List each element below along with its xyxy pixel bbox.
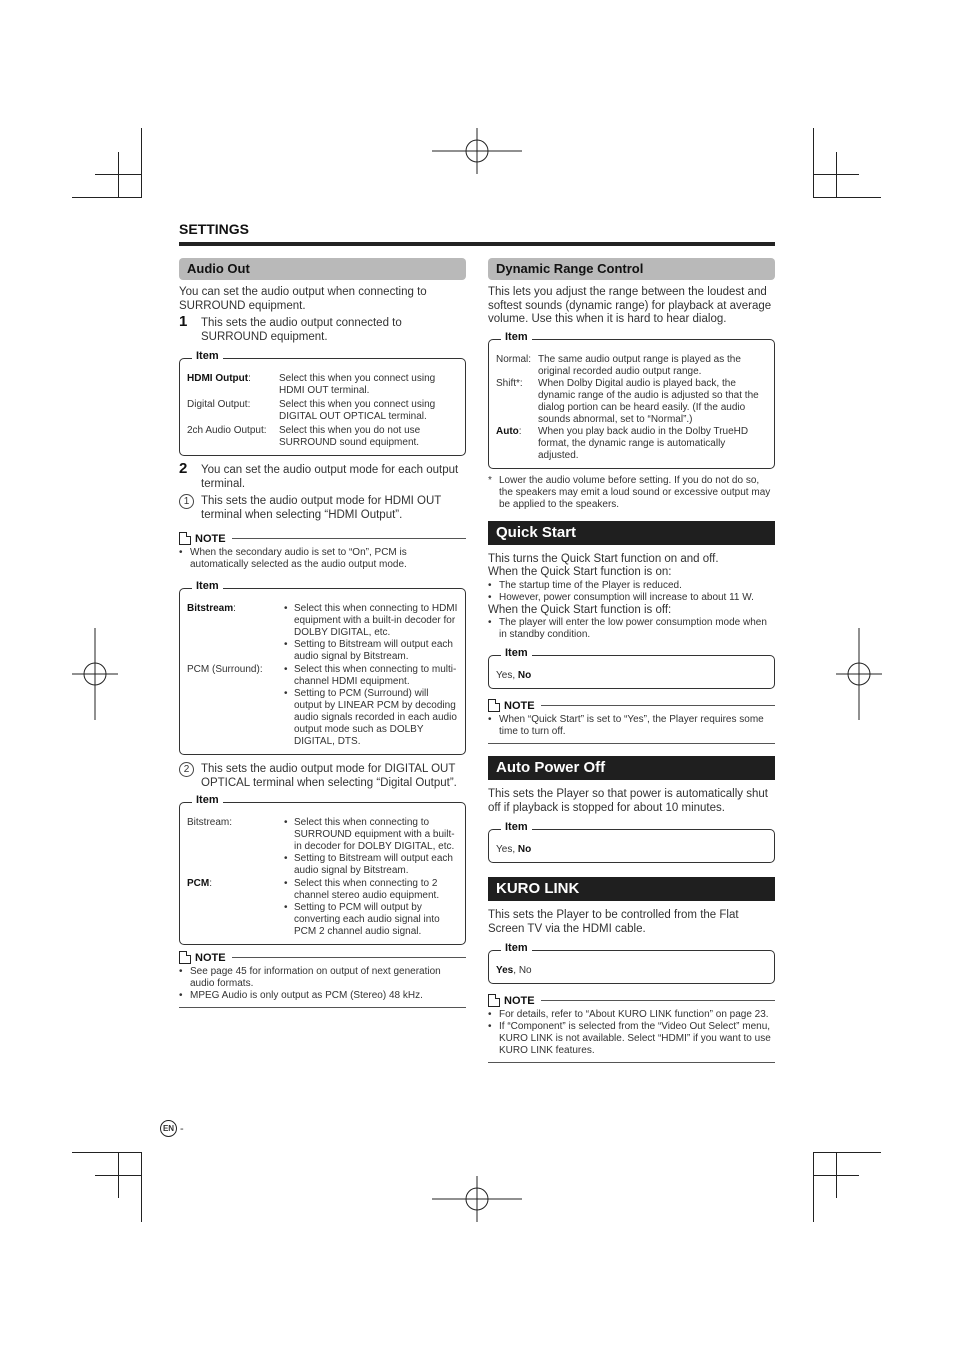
crop-mark xyxy=(95,174,142,175)
crop-mark xyxy=(836,152,837,198)
crop-mark xyxy=(118,152,119,198)
kuro-link-item-box xyxy=(488,942,775,984)
item-value: When you play back audio in the Dolby TrueHD format, the dynamic range is automatically adjusted. xyxy=(538,425,749,461)
item-key: HDMI Output xyxy=(187,373,249,384)
item-label: Item xyxy=(501,647,532,659)
substep-text: This sets the audio output mode for HDMI OUT terminal when selecting “HDMI Output”. xyxy=(201,495,442,521)
crop-mark xyxy=(813,128,814,198)
option-no: No xyxy=(517,844,532,855)
item-key: Bitstream xyxy=(187,603,234,614)
right-column xyxy=(488,258,775,1063)
item-bullet: • Setting to PCM will output by converting each audio signal into PCM 2 channel audio signal. xyxy=(284,902,440,937)
substep-text: This sets the audio output mode for DIGITAL OUT OPTICAL terminal when selecting “Digital Output”. xyxy=(201,763,457,789)
item-bullet: • Select this when connecting to HDMI equipment with a built-in decoder for DOLBY DIGITAL, etc. xyxy=(284,603,458,638)
registration-mark xyxy=(836,628,882,720)
item-bullet: • Select this when connecting to 2 channel stereo audio equipment. xyxy=(284,878,440,901)
auto-power-off-heading: Auto Power Off xyxy=(488,756,775,780)
page-dash: - xyxy=(180,1122,184,1135)
item-value: Select this when you connect using DIGITAL OUT OPTICAL terminal. xyxy=(279,399,436,422)
section-title: SETTINGS xyxy=(179,221,250,237)
crop-mark xyxy=(813,1152,881,1153)
item-row: Bitstream: • Select this when connecting to SURROUND equipment with a built-in decoder for DOLBY DIGITAL, etc. • Setting to Bitstream will output each audio signal by Bitstream. xyxy=(187,817,458,877)
kuro-link-heading: KURO LINK xyxy=(488,877,775,901)
substep-1 xyxy=(179,495,466,522)
note-icon xyxy=(488,699,500,712)
circled-number: 2 xyxy=(179,762,194,777)
note-icon xyxy=(179,532,191,545)
quick-start-off-item: • The player will enter the low power consumption mode when in standby condition. xyxy=(488,617,767,640)
drc-item-box xyxy=(488,330,775,469)
item-value: The same audio output range is played as the original recorded audio output range. xyxy=(538,353,741,377)
substep-2 xyxy=(179,763,466,790)
item-key: 2ch Audio Output xyxy=(187,425,264,436)
note-item: • If “Component” is selected from the “Video Out Select” menu, KURO LINK is not available. Select “HDMI” if you want to use KURO LINK features. xyxy=(488,1021,771,1056)
item-label: Item xyxy=(192,350,223,362)
item-key: PCM xyxy=(187,878,210,889)
language-badge: EN xyxy=(160,1120,177,1137)
note-icon xyxy=(488,994,500,1007)
crop-mark xyxy=(141,1152,142,1222)
item-value: When Dolby Digital audio is played back, the dynamic range of the audio is adjusted so that the dialog portion can be heard easily. (If the audio sounds abnormal, set to “Normal”.) xyxy=(538,377,759,425)
left-column xyxy=(179,258,466,1008)
option-yes: Yes xyxy=(496,670,513,681)
item-row: 2ch Audio Output: Select this when you do not use SURROUND sound equipment. xyxy=(187,425,458,449)
note-item: • For details, refer to “About KURO LINK function” on page 23. xyxy=(488,1009,769,1020)
kuro-link-intro: This sets the Player to be controlled from the Flat Screen TV via the HDMI cable. xyxy=(488,909,739,935)
registration-mark xyxy=(72,628,118,720)
item-label: Item xyxy=(501,331,532,343)
item-row: Bitstream: • Select this when connecting to HDMI equipment with a built-in decoder for DOLBY DIGITAL, etc. • Setting to Bitstream will output each audio signal by Bitstream. xyxy=(187,603,458,662)
step-number: 2 xyxy=(179,460,188,477)
crop-mark xyxy=(813,174,859,175)
registration-mark xyxy=(432,128,522,174)
page-number-mark xyxy=(160,1120,184,1137)
item-bullet: • Setting to Bitstream will output each audio signal by Bitstream. xyxy=(284,639,453,662)
crop-mark xyxy=(95,1175,142,1176)
note-item: • MPEG Audio is only output as PCM (Stereo) 48 kHz. xyxy=(179,990,423,1001)
option-no: No xyxy=(518,965,532,976)
crop-mark xyxy=(72,197,142,198)
item-label: Item xyxy=(192,580,223,592)
note-item: • When “Quick Start” is set to “Yes”, the Player requires some time to turn off. xyxy=(488,714,764,737)
quick-start-on-label: When the Quick Start function is on: xyxy=(488,566,672,578)
note-2 xyxy=(179,951,466,1008)
drc-footnote: * Lower the audio volume before setting. If you do not do so, the speakers may emit a loud sound or excessive output may be applied to the speakers. xyxy=(488,474,771,510)
item-label: Item xyxy=(501,942,532,954)
item-bullet: • Select this when connecting to SURROUND equipment with a built-in decoder for DOLBY DIGITAL, etc. xyxy=(284,817,455,852)
item-row: Normal: The same audio output range is played as the original recorded audio output range. xyxy=(496,354,767,378)
step-1 xyxy=(179,313,466,344)
auto-power-off-intro: This sets the Player so that power is automatically shut off if playback is stopped for about 10 minutes. xyxy=(488,788,768,814)
quick-start-note xyxy=(488,699,775,744)
registration-mark xyxy=(432,1176,522,1222)
crop-mark xyxy=(813,197,881,198)
crop-mark xyxy=(141,128,142,198)
drc-heading: Dynamic Range Control xyxy=(488,258,775,280)
circled-number: 1 xyxy=(179,494,194,509)
item-key: Shift* xyxy=(496,377,520,389)
auto-power-off-item-box xyxy=(488,821,775,863)
audio-out-intro: You can set the audio output when connecting to SURROUND equipment. xyxy=(179,286,427,312)
item-bullet: • Setting to Bitstream will output each audio signal by Bitstream. xyxy=(284,853,453,876)
quick-start-on-item: • However, power consumption will increase to about 11 W. xyxy=(488,591,754,603)
quick-start-item-box xyxy=(488,647,775,689)
item-key: Normal xyxy=(496,353,529,365)
item-key: Bitstream xyxy=(187,817,230,828)
note-1 xyxy=(179,532,466,576)
item-key: PCM (Surround) xyxy=(187,664,260,675)
item-bullet: • Setting to PCM (Surround) will output by LINEAR PCM by decoding audio signals recorded in each audio output mode such as DOLBY DIGITAL, DTS. xyxy=(284,688,457,747)
quick-start-off-label: When the Quick Start function is off: xyxy=(488,603,672,616)
option-yes: Yes xyxy=(496,844,513,855)
kuro-link-note xyxy=(488,994,775,1063)
item-value: Select this when you do not use SURROUND sound equipment. xyxy=(279,425,421,448)
crop-mark xyxy=(813,1152,814,1222)
item-row: PCM (Surround): • Select this when connecting to multi-channel HDMI equipment. • Setting to PCM (Surround) will output by LINEAR PCM by decoding audio signals recorded in each audio output mode such as DOLBY DIGITAL, DTS. xyxy=(187,664,457,747)
title-rule xyxy=(179,242,775,246)
note-title: NOTE xyxy=(504,699,535,712)
item-value: Select this when you connect using HDMI OUT terminal. xyxy=(279,373,436,396)
item-row: Shift*: When Dolby Digital audio is played back, the dynamic range of the audio is adjusted so that the dialog portion can be heard easily. (If the audio sounds abnormal, set to “Normal”.) xyxy=(496,378,767,426)
item-bullet: • Select this when connecting to multi-channel HDMI equipment. xyxy=(284,664,457,687)
item-options: Yes , No xyxy=(496,965,532,976)
note-title: NOTE xyxy=(504,994,535,1007)
option-no: No xyxy=(517,670,532,681)
note-title: NOTE xyxy=(195,951,226,964)
item-options: Yes , No xyxy=(496,670,532,681)
item-row: Digital Output: Select this when you connect using DIGITAL OUT OPTICAL terminal. xyxy=(187,399,458,423)
quick-start-on-item: • The startup time of the Player is reduced. xyxy=(488,579,682,591)
note-item: • When the secondary audio is set to “On”, PCM is automatically selected as the audio output mode. xyxy=(179,547,407,570)
note-item: • See page 45 for information on output of next generation audio formats. xyxy=(179,966,441,989)
note-icon xyxy=(179,951,191,964)
item-label: Item xyxy=(192,794,223,806)
audio-output-item-box xyxy=(179,350,466,456)
crop-mark xyxy=(813,1175,859,1176)
step-number: 1 xyxy=(179,313,188,330)
item-key: Digital Output xyxy=(187,399,248,410)
drc-intro: This lets you adjust the range between the loudest and softest sounds (dynamic range) for playback at average volume. Use this when it is hard to hear dialog. xyxy=(488,286,772,325)
quick-start-heading: Quick Start xyxy=(488,521,775,545)
item-key: Auto xyxy=(496,425,519,437)
step-2 xyxy=(179,460,466,491)
item-row: HDMI Output: Select this when you connect using HDMI OUT terminal. xyxy=(187,373,458,397)
step-text: This sets the audio output connected to SURROUND equipment. xyxy=(201,317,402,343)
item-row: PCM: • Select this when connecting to 2 channel stereo audio equipment. • Setting to PCM will output by converting each audio signal into PCM 2 channel audio signal. xyxy=(187,878,458,938)
quick-start-intro: This turns the Quick Start function on and off. xyxy=(488,552,719,565)
crop-mark xyxy=(72,1152,142,1153)
hdmi-output-item-box xyxy=(179,580,466,755)
option-yes: Yes xyxy=(496,965,514,976)
digital-output-item-box xyxy=(179,794,466,945)
item-label: Item xyxy=(501,821,532,833)
audio-out-heading: Audio Out xyxy=(179,258,466,280)
item-options: Yes , No xyxy=(496,844,532,855)
note-title: NOTE xyxy=(195,532,226,545)
step-text: You can set the audio output mode for each output terminal. xyxy=(201,464,459,490)
item-row: Auto: When you play back audio in the Dolby TrueHD format, the dynamic range is automatically adjusted. xyxy=(496,426,767,462)
